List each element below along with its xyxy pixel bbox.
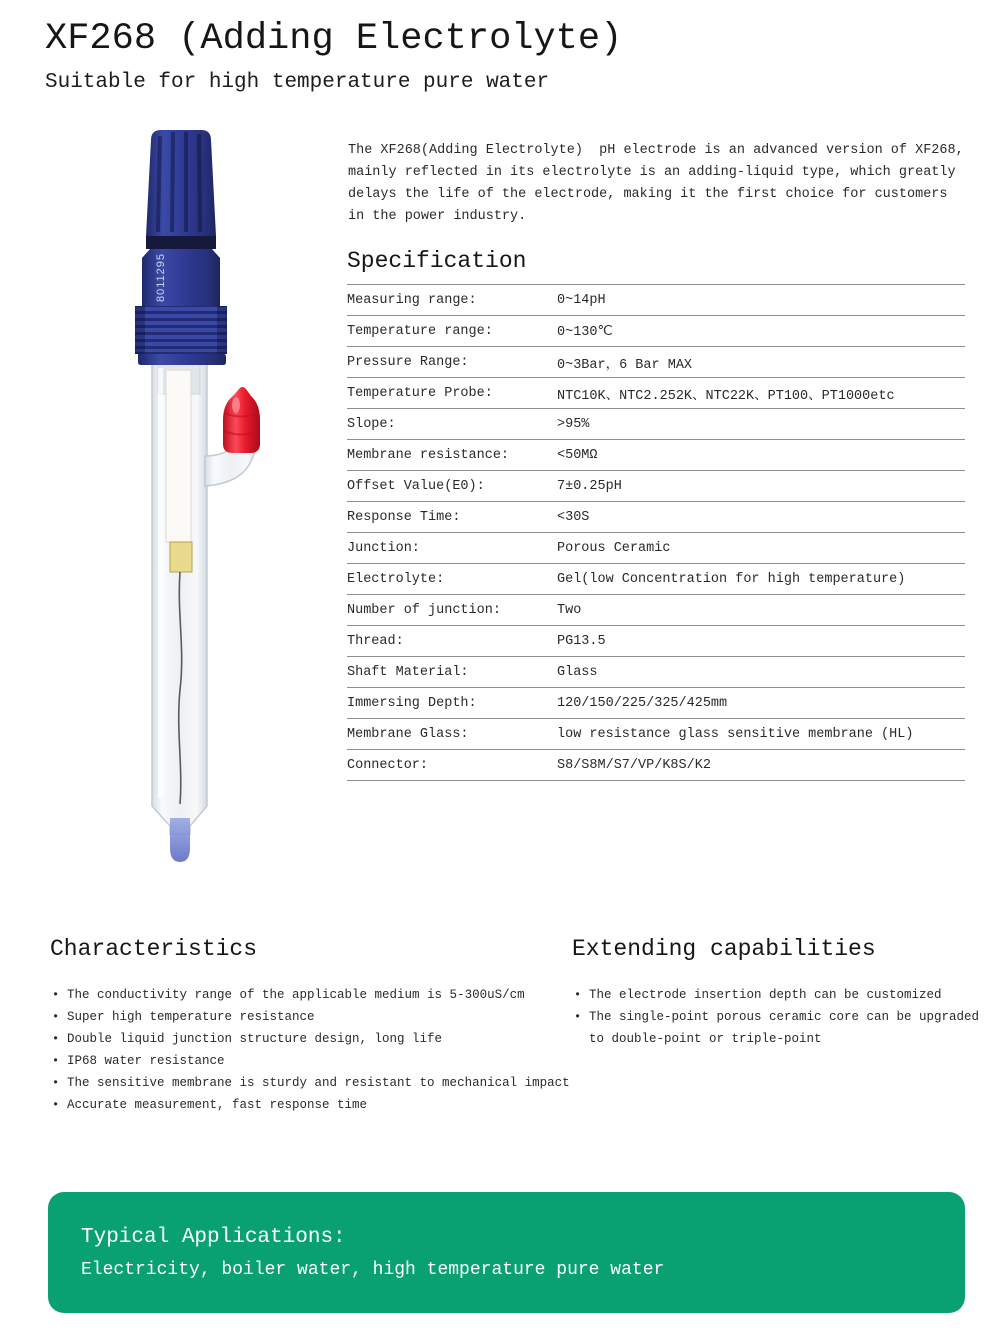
spec-value: 0~3Bar，6 Bar MAX bbox=[557, 357, 693, 373]
specification-heading: Specification bbox=[347, 248, 527, 274]
spec-value: >95% bbox=[557, 416, 590, 432]
spec-value: Two bbox=[557, 602, 582, 618]
spec-label: Membrane Glass: bbox=[347, 726, 469, 742]
spec-value: S8/S8M/S7/VP/K8S/K2 bbox=[557, 757, 711, 773]
spec-label: Electrolyte: bbox=[347, 571, 445, 587]
description-line: The XF268(Adding Electrolyte) pH electrode is an advanced version of XF268, bbox=[348, 143, 964, 158]
description-line: mainly reflected in its electrolyte is an adding-liquid type, which greatly bbox=[348, 165, 956, 180]
spec-label: Offset Value(E0): bbox=[347, 478, 485, 494]
spec-value: low resistance glass sensitive membrane (HL) bbox=[557, 726, 914, 742]
spec-value: Glass bbox=[557, 664, 598, 680]
thread-section bbox=[135, 306, 227, 365]
specification-table bbox=[347, 284, 965, 781]
spec-value: Porous Ceramic bbox=[557, 540, 671, 556]
spec-row bbox=[347, 285, 965, 316]
characteristics-section bbox=[50, 936, 570, 1116]
electrode-tip bbox=[170, 818, 190, 862]
spec-label: Immersing Depth: bbox=[347, 695, 477, 711]
page-subtitle: Suitable for high temperature pure water bbox=[45, 71, 550, 94]
spec-label: Slope: bbox=[347, 416, 396, 432]
extending-heading: Extending capabilities bbox=[572, 936, 876, 962]
spec-label: Temperature range: bbox=[347, 323, 493, 339]
seal-ring bbox=[146, 236, 216, 249]
specification-section bbox=[347, 248, 965, 781]
characteristics-heading: Characteristics bbox=[50, 936, 258, 962]
spec-label: Shaft Material: bbox=[347, 664, 469, 680]
serial-label: 8011295 bbox=[155, 252, 167, 302]
electrode-cap bbox=[135, 130, 227, 365]
spec-label: Temperature Probe: bbox=[347, 385, 493, 401]
spec-value: 0~130℃ bbox=[557, 324, 613, 340]
product-photo bbox=[120, 118, 340, 880]
extending-item: • The electrode insertion depth can be customized bbox=[572, 984, 996, 1006]
spec-row bbox=[347, 595, 965, 626]
product-description bbox=[348, 140, 996, 228]
spec-value: 7±0.25pH bbox=[557, 478, 622, 494]
spec-row bbox=[347, 347, 965, 378]
spec-label: Pressure Range: bbox=[347, 354, 469, 370]
spec-row bbox=[347, 719, 965, 750]
spec-value: Gel(low Concentration for high temperature) bbox=[557, 571, 906, 587]
spec-label: Connector: bbox=[347, 757, 429, 773]
applications-heading: Typical Applications: bbox=[81, 1226, 346, 1249]
page-title: XF268 (Adding Electrolyte) bbox=[45, 18, 623, 60]
spec-value: 0~14pH bbox=[557, 292, 606, 308]
spec-label: Junction: bbox=[347, 540, 420, 556]
description-line: delays the life of the electrode, making it the first choice for customers bbox=[348, 187, 948, 202]
extending-item: • The single-point porous ceramic core can be upgraded to double-point or triple-point bbox=[572, 1006, 996, 1050]
spec-value: 120/150/225/325/425mm bbox=[557, 695, 728, 711]
spec-row bbox=[347, 750, 965, 781]
spec-row bbox=[347, 471, 965, 502]
characteristics-item: • IP68 water resistance bbox=[50, 1050, 570, 1072]
spec-value: <30S bbox=[557, 509, 590, 525]
spec-label: Number of junction: bbox=[347, 602, 501, 618]
spec-row bbox=[347, 533, 965, 564]
spec-value: <50MΩ bbox=[557, 447, 598, 463]
spec-row bbox=[347, 378, 965, 409]
applications-banner bbox=[48, 1192, 965, 1313]
spec-value: NTC10K、NTC2.252K、NTC22K、PT100、PT1000etc bbox=[557, 388, 895, 404]
spec-label: Measuring range: bbox=[347, 292, 477, 308]
page-header bbox=[45, 18, 622, 94]
description-line: in the power industry. bbox=[348, 209, 527, 224]
spec-row bbox=[347, 688, 965, 719]
applications-text: Electricity, boiler water, high temperature pure water bbox=[81, 1260, 665, 1280]
spec-label: Thread: bbox=[347, 633, 404, 649]
characteristics-item: • The sensitive membrane is sturdy and resistant to mechanical impact bbox=[50, 1072, 570, 1094]
extending-section bbox=[572, 936, 996, 1050]
characteristics-item: • Accurate measurement, fast response time bbox=[50, 1094, 570, 1116]
spec-row bbox=[347, 316, 965, 347]
extending-list bbox=[572, 984, 996, 1050]
spec-row bbox=[347, 564, 965, 595]
spec-row bbox=[347, 502, 965, 533]
spec-row bbox=[347, 657, 965, 688]
spec-label: Response Time: bbox=[347, 509, 461, 525]
spec-row bbox=[347, 440, 965, 471]
spec-row bbox=[347, 626, 965, 657]
characteristics-item: • Super high temperature resistance bbox=[50, 1006, 570, 1028]
characteristics-item: • The conductivity range of the applicable medium is 5-300uS/cm bbox=[50, 984, 570, 1006]
spec-label: Membrane resistance: bbox=[347, 447, 510, 463]
characteristics-item: • Double liquid junction structure design, long life bbox=[50, 1028, 570, 1050]
spec-value: PG13.5 bbox=[557, 633, 606, 649]
fill-port-cap bbox=[223, 387, 260, 453]
characteristics-list bbox=[50, 984, 570, 1116]
spec-row bbox=[347, 409, 965, 440]
electrode-illustration bbox=[120, 118, 340, 880]
